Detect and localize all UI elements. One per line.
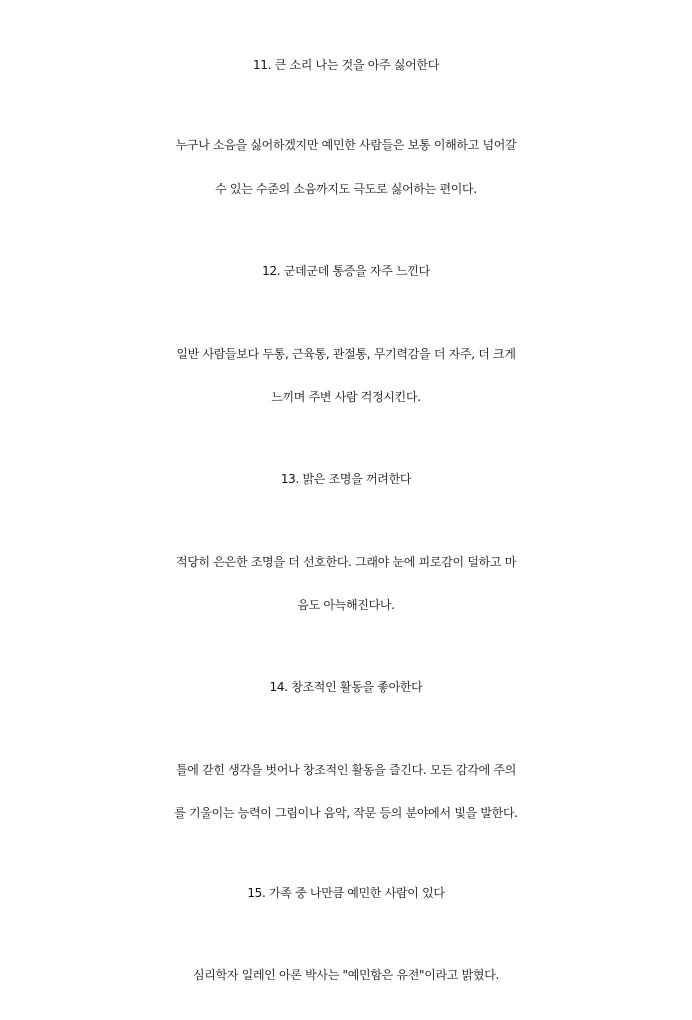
section-body-line: 수 있는 수준의 소음까지도 극도로 싫어하는 편이다. [215,182,477,196]
section-heading: 14. 창조적인 활동을 좋아한다 [269,680,423,694]
section-body-line: 심리학자 일레인 아론 박사는 "예민함은 유전"이라고 밝혔다. [192,968,500,982]
section-body-line: 느끼며 주변 사람 걱정시킨다. [271,390,421,404]
section-body-line: 적당히 은은한 조명을 더 선호한다. 그래야 눈에 피로감이 덜하고 마 [175,555,517,569]
section-heading: 13. 밝은 조명을 꺼려한다 [280,472,412,486]
section-body-line: 누구나 소음을 싫어하겠지만 예민한 사람들은 보통 이해하고 넘어갈 [175,138,517,152]
section-body-line: 틀에 갇힌 생각을 벗어나 창조적인 활동을 즐긴다. 모든 감각에 주의 [175,763,517,777]
section-heading: 12. 군데군데 통증을 자주 느낀다 [262,264,430,278]
section-body-line: 를 기울이는 능력이 그림이나 음악, 작문 등의 분야에서 빛을 발한다. [174,806,518,820]
section-heading: 15. 가족 중 나만큼 예민한 사람이 있다 [247,886,445,900]
section-body-line: 음도 아늑해진다나. [297,598,395,612]
section-heading: 11. 큰 소리 나는 것을 아주 싫어한다 [252,58,440,72]
section-body-line: 일반 사람들보다 두통, 근육통, 관절통, 무기력감을 더 자주, 더 크게 [176,347,516,361]
